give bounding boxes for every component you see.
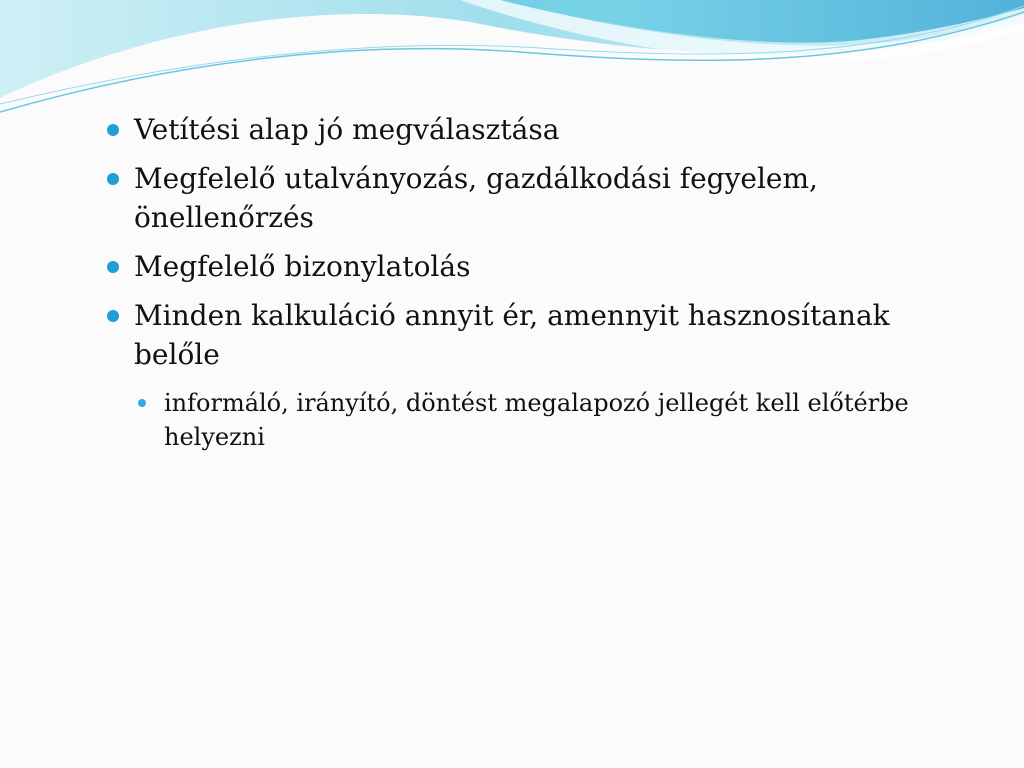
bullet-item xyxy=(104,110,964,149)
bullet-dot-icon xyxy=(107,173,119,185)
sub-bullet-list xyxy=(134,386,964,454)
bullet-text: Minden kalkuláció annyit ér, amennyit hasznosítanak belőle xyxy=(134,299,890,371)
bullet-text: Vetítési alap jó megválasztása xyxy=(134,113,560,146)
sub-bullet-text: informáló, irányító, döntést megalapozó jellegét kell előtérbe helyezni xyxy=(164,389,909,451)
slide-content xyxy=(104,110,964,464)
bullet-dot-icon xyxy=(107,124,119,136)
bullet-list xyxy=(104,110,964,454)
bullet-item xyxy=(104,159,964,237)
bullet-text: Megfelelő utalványozás, gazdálkodási fegyelem, önellenőrzés xyxy=(134,162,818,234)
sub-bullet-item xyxy=(134,386,964,454)
bullet-text: Megfelelő bizonylatolás xyxy=(134,250,471,283)
bullet-dot-icon xyxy=(107,310,119,322)
bullet-item xyxy=(104,247,964,286)
sub-bullet-dot-icon xyxy=(138,399,146,407)
bullet-dot-icon xyxy=(107,261,119,273)
bullet-item xyxy=(104,296,964,454)
